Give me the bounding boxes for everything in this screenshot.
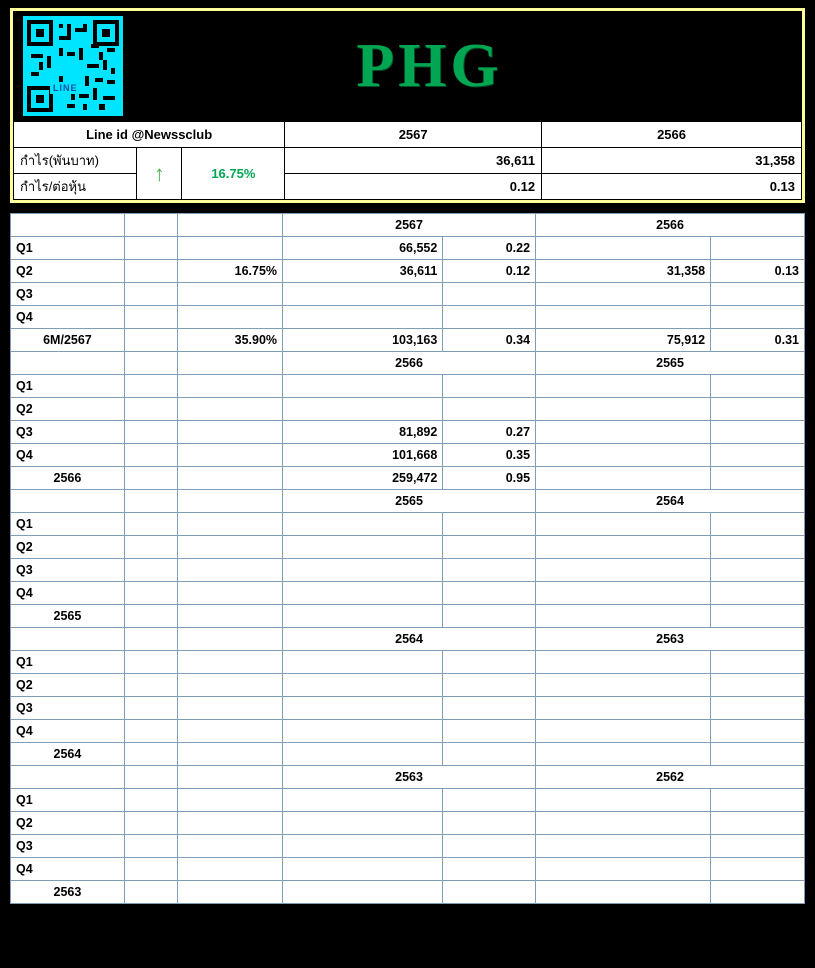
block-year-left: 2564	[283, 628, 536, 651]
row-growth-pct	[177, 812, 282, 835]
table-row	[11, 329, 805, 352]
block-spacer-cell	[124, 766, 177, 789]
table-row	[11, 605, 805, 628]
cell-current-year	[443, 881, 536, 904]
trend-up-icon: ↑	[137, 148, 182, 200]
row-blank-cell	[124, 260, 177, 283]
row-label: Q4	[11, 720, 125, 743]
row-growth-pct	[177, 513, 282, 536]
table-row	[11, 237, 805, 260]
cell-current-year	[443, 605, 536, 628]
block-spacer-cell	[11, 766, 125, 789]
row-blank-cell	[124, 651, 177, 674]
block-year-right: 2566	[536, 214, 805, 237]
cell-current-year	[443, 835, 536, 858]
cell-prev-year	[711, 858, 805, 881]
cell-prev-year	[536, 375, 711, 398]
row-label: Q3	[11, 421, 125, 444]
cell-prev-year	[536, 651, 711, 674]
block-year-header-row	[11, 766, 805, 789]
block-spacer-cell	[124, 628, 177, 651]
row-growth-pct	[177, 743, 282, 766]
cell-prev-year	[536, 421, 711, 444]
cell-current-year	[283, 789, 443, 812]
cell-prev-year	[536, 881, 711, 904]
cell-current-year	[443, 743, 536, 766]
cell-prev-year	[536, 444, 711, 467]
block-spacer-cell	[177, 490, 282, 513]
header-year-current: 2567	[285, 122, 542, 148]
cell-prev-year	[711, 398, 805, 421]
table-row	[11, 536, 805, 559]
block-spacer-cell	[11, 214, 125, 237]
row-blank-cell	[124, 858, 177, 881]
cell-current-year	[283, 858, 443, 881]
table-row	[11, 858, 805, 881]
row-label: Q1	[11, 789, 125, 812]
header-row-label-profit: กำไร(พันบาท)	[14, 148, 137, 174]
table-row	[11, 697, 805, 720]
cell-prev-year: 0.13	[711, 260, 805, 283]
cell-current-year: 0.27	[443, 421, 536, 444]
block-year-right: 2564	[536, 490, 805, 513]
row-blank-cell	[124, 743, 177, 766]
cell-prev-year	[711, 559, 805, 582]
header-row-label-eps: กำไร/ต่อหุ้น	[14, 174, 137, 200]
cell-prev-year	[711, 582, 805, 605]
quarterly-table-wrapper	[10, 213, 805, 904]
row-growth-pct	[177, 605, 282, 628]
block-year-right: 2565	[536, 352, 805, 375]
table-row	[11, 651, 805, 674]
row-growth-pct	[177, 421, 282, 444]
cell-prev-year	[711, 789, 805, 812]
row-growth-pct	[177, 674, 282, 697]
row-growth-pct	[177, 536, 282, 559]
row-blank-cell	[124, 398, 177, 421]
cell-prev-year	[536, 605, 711, 628]
cell-prev-year	[536, 237, 711, 260]
row-label: Q1	[11, 375, 125, 398]
cell-prev-year	[536, 812, 711, 835]
header-summary-table	[13, 121, 802, 200]
cell-current-year: 259,472	[283, 467, 443, 490]
block-spacer-cell	[124, 352, 177, 375]
cell-prev-year	[711, 835, 805, 858]
table-row	[11, 375, 805, 398]
cell-current-year	[283, 812, 443, 835]
table-row	[11, 444, 805, 467]
row-label: Q1	[11, 513, 125, 536]
table-row	[11, 283, 805, 306]
row-growth-pct	[177, 582, 282, 605]
row-blank-cell	[124, 237, 177, 260]
cell-current-year	[283, 674, 443, 697]
table-row	[11, 789, 805, 812]
row-label: 6M/2567	[11, 329, 125, 352]
cell-prev-year	[536, 306, 711, 329]
block-year-header-row	[11, 628, 805, 651]
row-blank-cell	[124, 582, 177, 605]
row-growth-pct	[177, 881, 282, 904]
row-blank-cell	[124, 283, 177, 306]
cell-current-year	[443, 559, 536, 582]
page-title: PHG	[356, 32, 503, 100]
cell-current-year	[283, 283, 443, 306]
row-growth-pct	[177, 789, 282, 812]
table-row	[11, 260, 805, 283]
block-spacer-cell	[124, 214, 177, 237]
quarterly-table	[10, 213, 805, 904]
header-year-row	[14, 122, 802, 148]
block-year-header-row	[11, 352, 805, 375]
row-growth-pct: 35.90%	[177, 329, 282, 352]
cell-prev-year	[711, 536, 805, 559]
table-row	[11, 398, 805, 421]
row-label: Q4	[11, 858, 125, 881]
block-spacer-cell	[124, 490, 177, 513]
row-growth-pct	[177, 559, 282, 582]
row-growth-pct	[177, 651, 282, 674]
row-label: Q2	[11, 812, 125, 835]
block-year-left: 2567	[283, 214, 536, 237]
row-blank-cell	[124, 375, 177, 398]
row-growth-pct	[177, 306, 282, 329]
cell-prev-year	[536, 743, 711, 766]
cell-prev-year	[536, 858, 711, 881]
cell-current-year: 0.95	[443, 467, 536, 490]
header-eps-prev: 0.13	[542, 174, 802, 200]
cell-current-year	[283, 835, 443, 858]
cell-prev-year: 75,912	[536, 329, 711, 352]
header-profit-row	[14, 148, 802, 174]
cell-prev-year	[711, 743, 805, 766]
table-row	[11, 559, 805, 582]
cell-prev-year: 0.31	[711, 329, 805, 352]
cell-prev-year	[711, 605, 805, 628]
cell-prev-year	[711, 812, 805, 835]
cell-prev-year	[536, 835, 711, 858]
row-blank-cell	[124, 720, 177, 743]
cell-prev-year	[711, 444, 805, 467]
row-blank-cell	[124, 467, 177, 490]
row-blank-cell	[124, 444, 177, 467]
cell-current-year: 0.22	[443, 237, 536, 260]
header-year-prev: 2566	[542, 122, 802, 148]
row-growth-pct: 16.75%	[177, 260, 282, 283]
header-card	[10, 8, 805, 203]
cell-current-year	[283, 559, 443, 582]
cell-current-year: 101,668	[283, 444, 443, 467]
cell-current-year	[283, 582, 443, 605]
block-year-left: 2563	[283, 766, 536, 789]
cell-current-year	[283, 881, 443, 904]
cell-current-year: 36,611	[283, 260, 443, 283]
table-row	[11, 467, 805, 490]
row-label: Q2	[11, 536, 125, 559]
cell-prev-year	[711, 306, 805, 329]
row-label: Q4	[11, 444, 125, 467]
row-blank-cell	[124, 536, 177, 559]
cell-current-year	[443, 651, 536, 674]
cell-prev-year	[536, 513, 711, 536]
cell-current-year	[443, 283, 536, 306]
table-row	[11, 674, 805, 697]
row-blank-cell	[124, 513, 177, 536]
block-year-right: 2562	[536, 766, 805, 789]
cell-current-year: 0.35	[443, 444, 536, 467]
row-label: 2566	[11, 467, 125, 490]
cell-current-year	[443, 858, 536, 881]
cell-current-year	[283, 306, 443, 329]
cell-prev-year	[536, 559, 711, 582]
cell-current-year	[283, 513, 443, 536]
cell-prev-year	[536, 398, 711, 421]
cell-current-year	[283, 375, 443, 398]
cell-current-year	[283, 605, 443, 628]
row-growth-pct	[177, 697, 282, 720]
cell-prev-year	[536, 789, 711, 812]
cell-prev-year	[536, 720, 711, 743]
qr-code-icon	[23, 16, 123, 116]
cell-prev-year	[711, 467, 805, 490]
row-label: Q3	[11, 697, 125, 720]
row-blank-cell	[124, 605, 177, 628]
cell-current-year: 0.34	[443, 329, 536, 352]
cell-prev-year: 31,358	[536, 260, 711, 283]
table-row	[11, 881, 805, 904]
table-row	[11, 421, 805, 444]
cell-current-year	[283, 743, 443, 766]
header-profit-prev: 31,358	[542, 148, 802, 174]
cell-prev-year	[711, 513, 805, 536]
table-row	[11, 812, 805, 835]
row-label: Q3	[11, 283, 125, 306]
block-spacer-cell	[177, 628, 282, 651]
cell-prev-year	[711, 720, 805, 743]
cell-prev-year	[711, 237, 805, 260]
row-growth-pct	[177, 858, 282, 881]
row-growth-pct	[177, 283, 282, 306]
cell-prev-year	[711, 375, 805, 398]
cell-current-year	[443, 697, 536, 720]
cell-current-year	[443, 375, 536, 398]
row-growth-pct	[177, 720, 282, 743]
row-label: Q2	[11, 674, 125, 697]
table-row	[11, 513, 805, 536]
cell-current-year	[443, 306, 536, 329]
cell-prev-year	[536, 674, 711, 697]
cell-current-year	[443, 513, 536, 536]
cell-current-year: 0.12	[443, 260, 536, 283]
row-label: Q3	[11, 835, 125, 858]
header-eps-current: 0.12	[285, 174, 542, 200]
block-spacer-cell	[177, 214, 282, 237]
table-row	[11, 720, 805, 743]
cell-current-year	[283, 720, 443, 743]
cell-current-year	[443, 536, 536, 559]
block-spacer-cell	[11, 490, 125, 513]
row-label: Q1	[11, 651, 125, 674]
row-growth-pct	[177, 444, 282, 467]
cell-current-year	[443, 398, 536, 421]
row-label: Q2	[11, 398, 125, 421]
block-spacer-cell	[11, 352, 125, 375]
header-banner	[13, 11, 802, 121]
row-blank-cell	[124, 329, 177, 352]
cell-current-year: 103,163	[283, 329, 443, 352]
cell-prev-year	[711, 697, 805, 720]
cell-current-year	[283, 536, 443, 559]
cell-current-year	[443, 674, 536, 697]
cell-current-year	[443, 720, 536, 743]
row-blank-cell	[124, 697, 177, 720]
row-label: Q3	[11, 559, 125, 582]
cell-current-year	[283, 697, 443, 720]
header-profit-current: 36,611	[285, 148, 542, 174]
row-growth-pct	[177, 835, 282, 858]
row-growth-pct	[177, 375, 282, 398]
cell-prev-year	[536, 536, 711, 559]
row-label: Q2	[11, 260, 125, 283]
table-row	[11, 743, 805, 766]
cell-current-year	[443, 582, 536, 605]
cell-current-year	[443, 812, 536, 835]
row-label: 2564	[11, 743, 125, 766]
row-blank-cell	[124, 306, 177, 329]
row-growth-pct	[177, 398, 282, 421]
cell-prev-year	[711, 674, 805, 697]
cell-prev-year	[536, 582, 711, 605]
row-label: Q4	[11, 582, 125, 605]
cell-prev-year	[711, 421, 805, 444]
header-growth-pct: 16.75%	[182, 148, 285, 200]
row-label: 2563	[11, 881, 125, 904]
cell-current-year: 66,552	[283, 237, 443, 260]
cell-prev-year	[536, 467, 711, 490]
cell-prev-year	[536, 697, 711, 720]
row-blank-cell	[124, 421, 177, 444]
cell-prev-year	[536, 283, 711, 306]
cell-current-year	[283, 398, 443, 421]
row-blank-cell	[124, 812, 177, 835]
row-growth-pct	[177, 237, 282, 260]
line-id-cell[interactable]: Line id @Newssclub	[14, 122, 285, 148]
row-blank-cell	[124, 835, 177, 858]
block-spacer-cell	[177, 766, 282, 789]
block-year-header-row	[11, 490, 805, 513]
row-blank-cell	[124, 674, 177, 697]
row-blank-cell	[124, 789, 177, 812]
block-spacer-cell	[177, 352, 282, 375]
line-logo-label: LINE	[50, 82, 81, 94]
cell-current-year	[283, 651, 443, 674]
block-year-header-row	[11, 214, 805, 237]
cell-current-year	[443, 789, 536, 812]
row-label: Q1	[11, 237, 125, 260]
row-blank-cell	[124, 559, 177, 582]
block-year-left: 2565	[283, 490, 536, 513]
block-spacer-cell	[11, 628, 125, 651]
row-label: 2565	[11, 605, 125, 628]
row-growth-pct	[177, 467, 282, 490]
table-row	[11, 835, 805, 858]
table-row	[11, 582, 805, 605]
header-eps-row	[14, 174, 802, 200]
cell-prev-year	[711, 651, 805, 674]
cell-current-year: 81,892	[283, 421, 443, 444]
cell-prev-year	[711, 881, 805, 904]
row-blank-cell	[124, 881, 177, 904]
block-year-right: 2563	[536, 628, 805, 651]
row-label: Q4	[11, 306, 125, 329]
cell-prev-year	[711, 283, 805, 306]
table-row	[11, 306, 805, 329]
block-year-left: 2566	[283, 352, 536, 375]
